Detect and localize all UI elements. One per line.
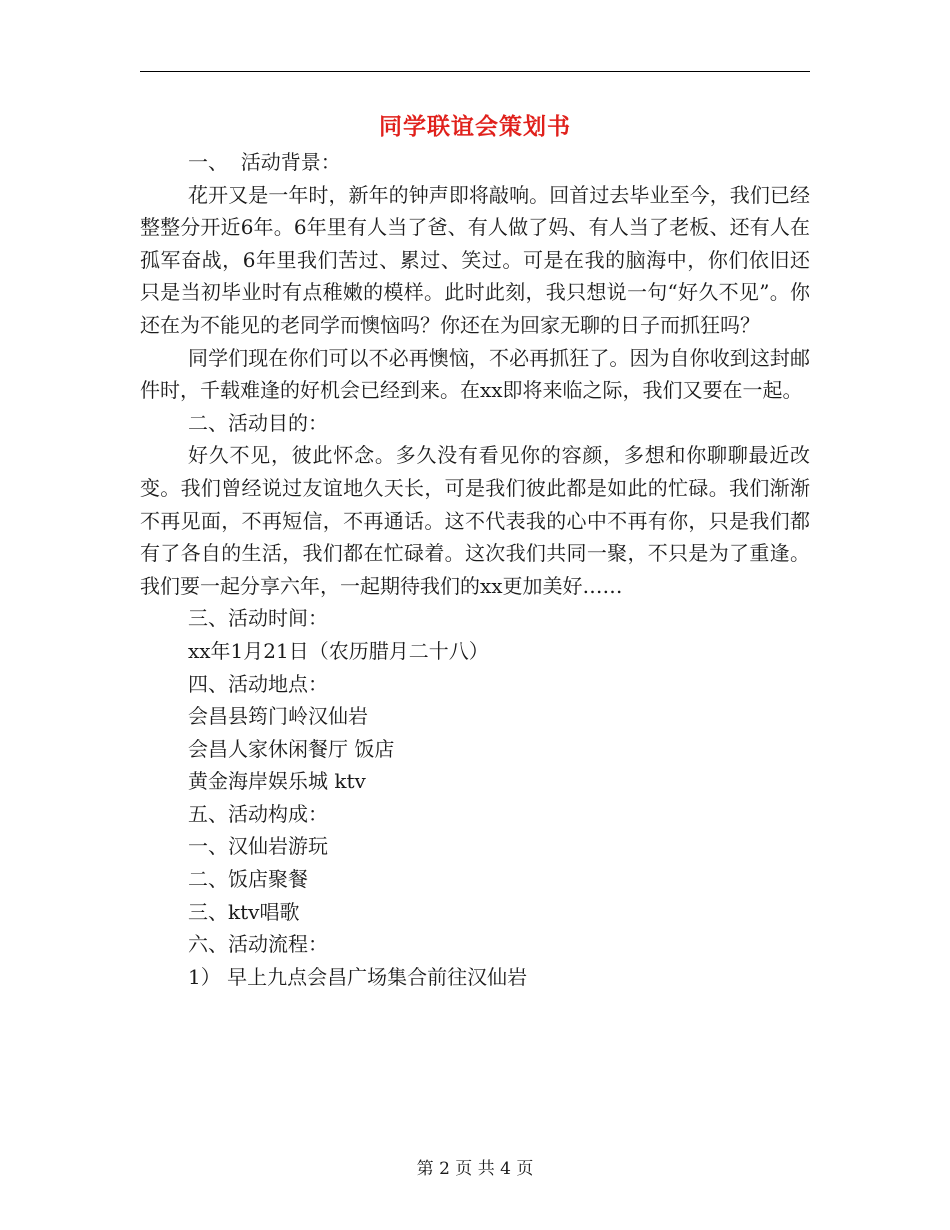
document-title: 同学联谊会策划书: [379, 113, 571, 140]
composition-line-3: 三、ktv唱歌: [188, 899, 300, 924]
purpose-paragraph: 好久不见，彼此怀念。多久没有看见你的容颜，多想和你聊聊最近改变。我们曾经说过友谊地久天长，可是我们彼此都是如此的忙碌。我们渐渐不再见面，不再短信，不再通话。这不代表我的心中不再有你，只是我们都有了各自的生活，我们都在忙碌着。这次我们共同一聚，不只是为了重逢。我们要一起分享六年，一起期待我们的xx更加美好……: [140, 443, 810, 598]
schedule-line-1: 1） 早上九点会昌广场集合前往汉仙岩: [188, 964, 528, 989]
section-heading-purpose: 二、活动目的：: [188, 410, 328, 435]
composition-line-1: 一、汉仙岩游玩: [188, 834, 328, 859]
section-heading-location: 四、活动地点：: [188, 671, 328, 696]
time-line: xx年1月21日（农历腊月二十八）: [188, 638, 489, 663]
header-rule: [140, 71, 810, 72]
background-paragraph-2: 同学们现在你们可以不必再懊恼，不必再抓狂了。因为自你收到这封邮件时，千载难逢的好机会已经到来。在xx即将来临之际，我们又要在一起。: [140, 345, 810, 403]
page-number: 第 2 页 共 4 页: [416, 1159, 534, 1179]
location-line-3: 黄金海岸娱乐城 ktv: [188, 769, 366, 794]
background-paragraph-1: 花开又是一年时，新年的钟声即将敲响。回首过去毕业至今，我们已经整整分开近6年。6年里有人当了爸、有人做了妈、有人当了老板、还有人在孤军奋战，6年里我们苦过、累过、笑过。可是在我的脑海中，你们依旧还只是当初毕业时有点稚嫩的模样。此时此刻，我只想说一句“好久不见”。你还在为不能见的老同学而懊恼吗？你还在为回家无聊的日子而抓狂吗？: [140, 182, 810, 337]
section-heading-composition: 五、活动构成：: [188, 801, 328, 826]
section-heading-time: 三、活动时间：: [188, 606, 328, 631]
location-line-1: 会昌县筠门岭汉仙岩: [188, 704, 368, 729]
composition-line-2: 二、饭店聚餐: [188, 867, 308, 892]
section-heading-schedule: 六、活动流程：: [188, 932, 328, 957]
document-body: [140, 146, 810, 993]
location-line-2: 会昌人家休闲餐厅 饭店: [188, 736, 395, 761]
section-heading-background: 一、 活动背景：: [188, 150, 341, 174]
